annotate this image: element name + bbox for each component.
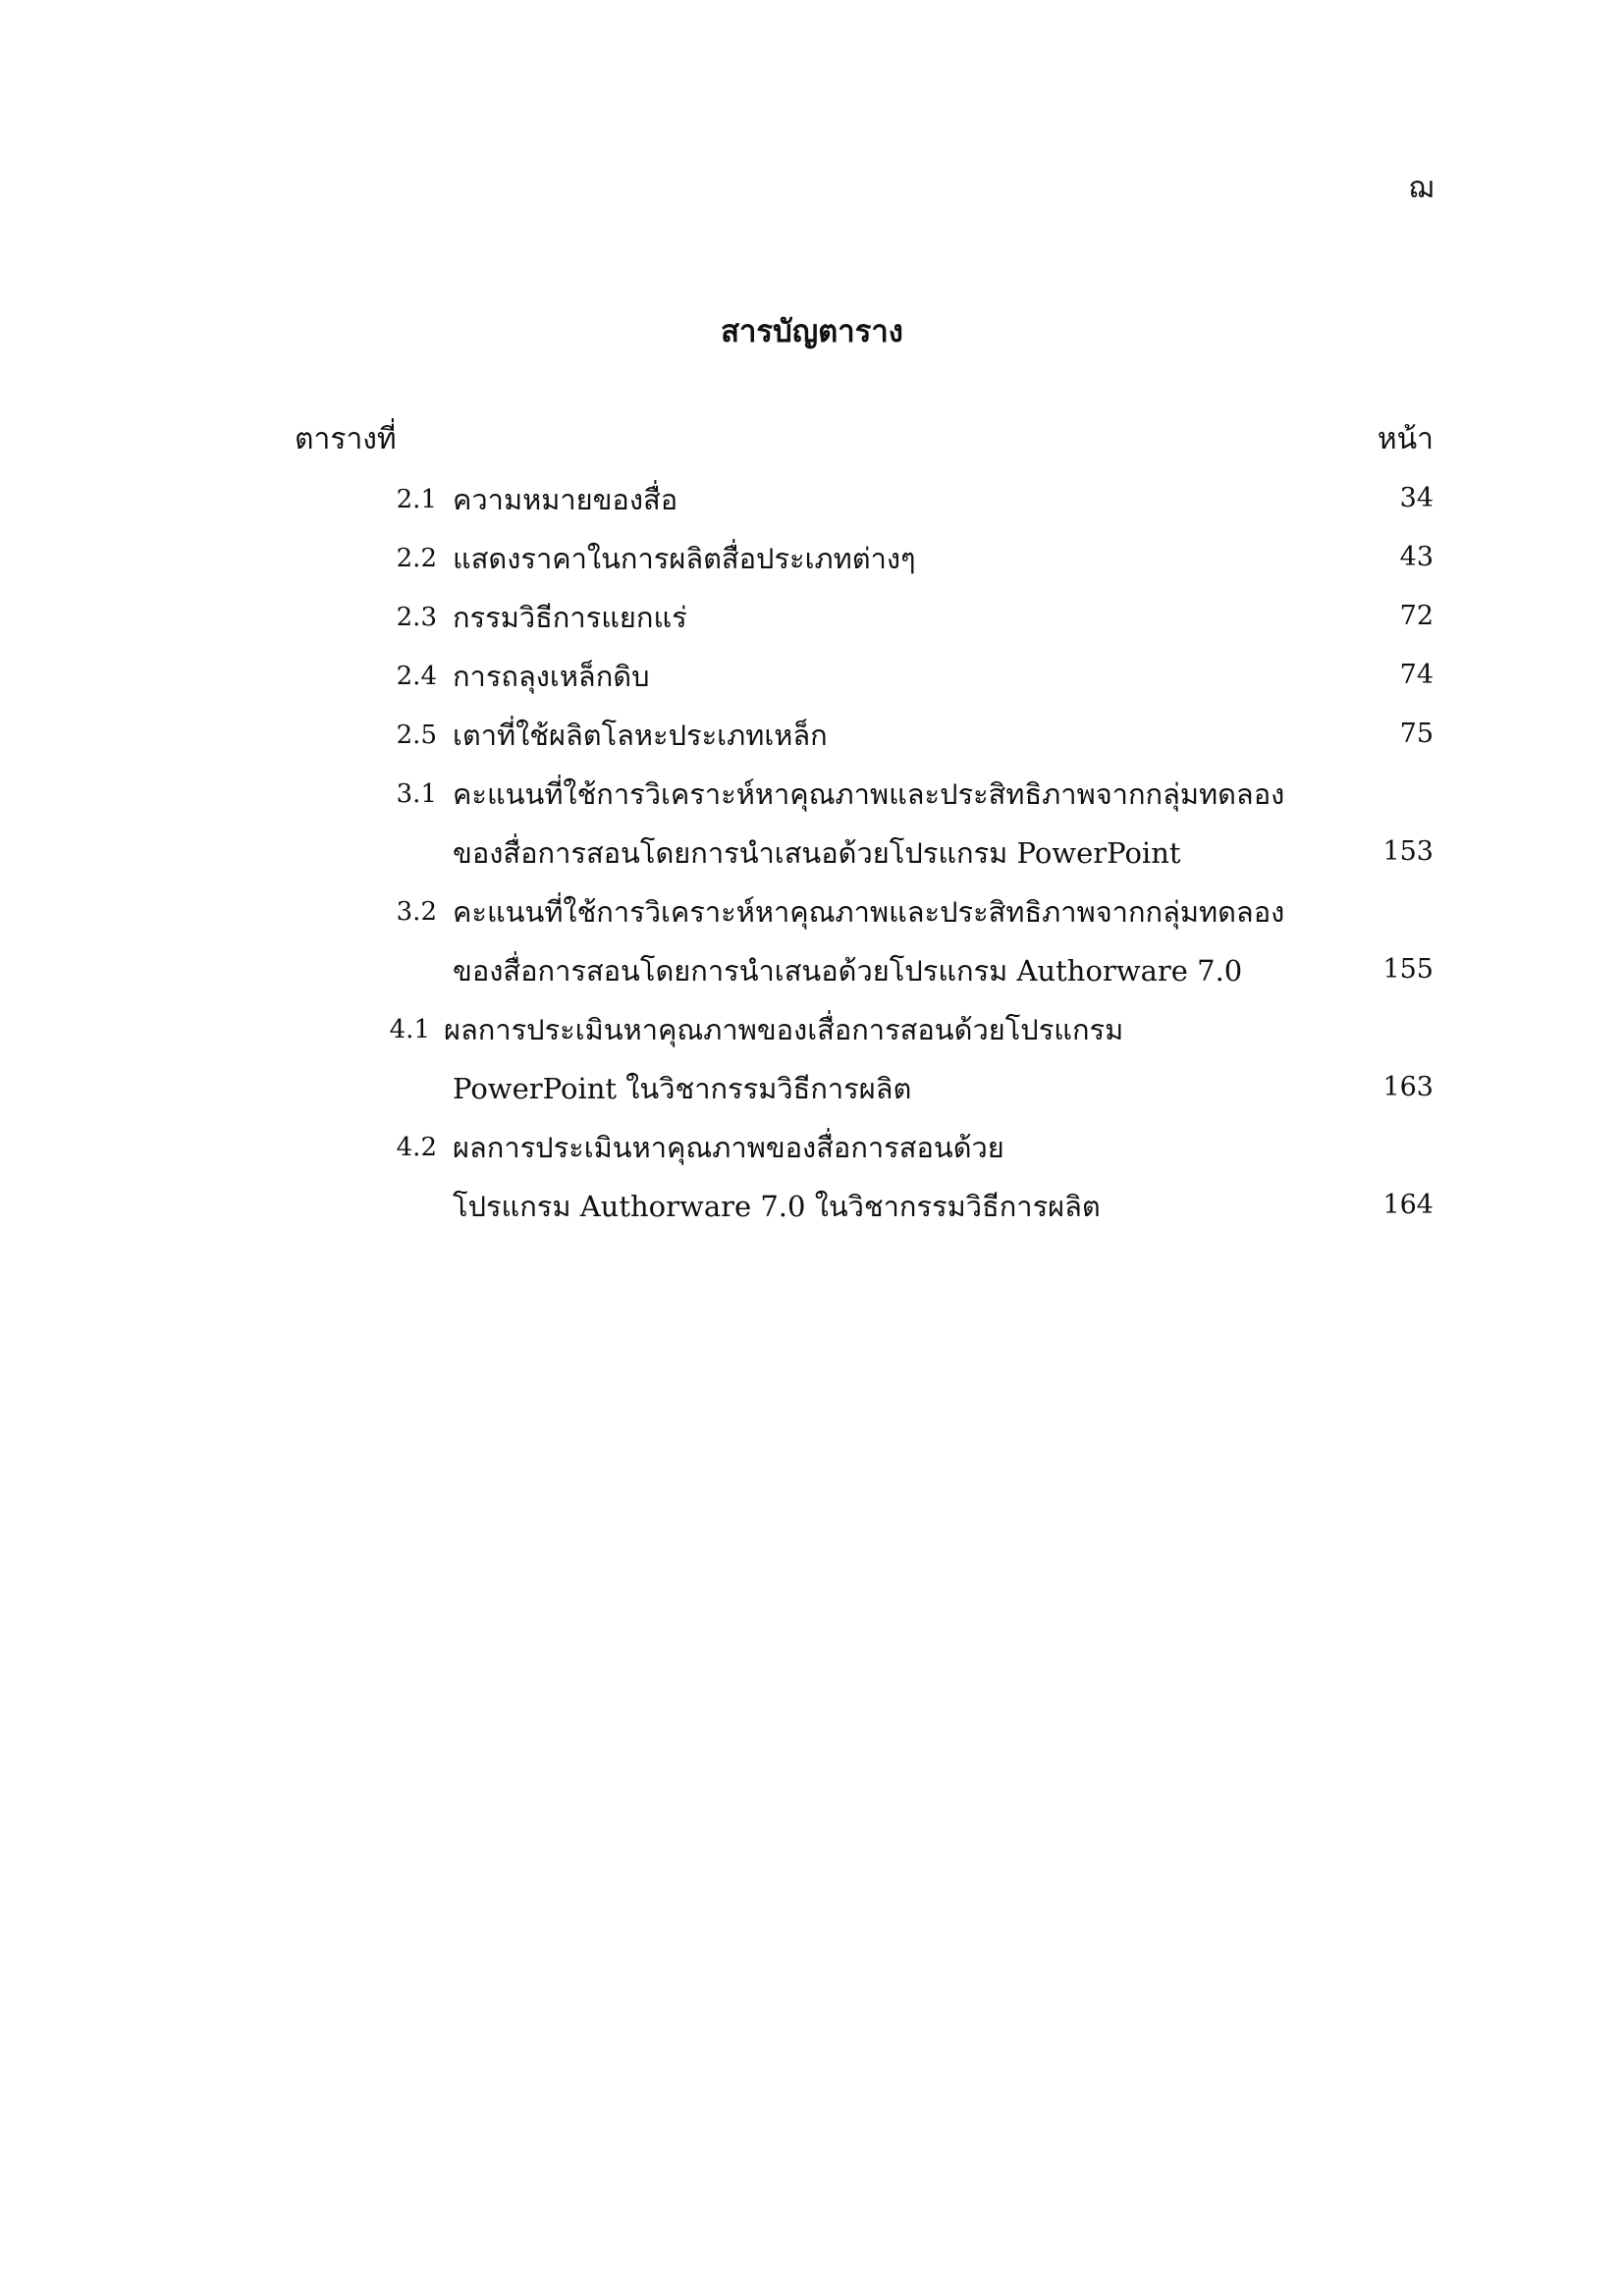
toc-entry xyxy=(0,1125,1624,1180)
toc-entry-continuation xyxy=(0,948,1624,1003)
table-number: 4.2 xyxy=(396,1133,437,1162)
table-caption-continued: ของสื่อการสอนโดยการนำเสนอด้วยโปรแกรม PowerPoint xyxy=(453,836,1181,870)
table-number: 4.1 xyxy=(389,1015,430,1044)
page-ref: 74 xyxy=(1399,660,1434,690)
table-number: 3.1 xyxy=(396,779,437,809)
page-title: สารบัญตาราง xyxy=(721,314,903,349)
table-caption: กรรมวิธีการแยกแร่ xyxy=(453,601,687,634)
toc-entry xyxy=(0,889,1624,944)
table-caption: คะแนนที่ใช้การวิเคราะห์หาคุณภาพและประสิทธิภาพจากกลุ่มทดลอง xyxy=(453,895,1285,929)
table-caption-continued: โปรแกรม Authorware 7.0 ในวิชากรรมวิธีการผลิต xyxy=(453,1190,1101,1223)
table-number: 3.2 xyxy=(396,897,437,927)
table-caption-continued: ของสื่อการสอนโดยการนำเสนอด้วยโปรแกรม Authorware 7.0 xyxy=(453,954,1243,988)
table-caption: การถลุงเหล็กดิบ xyxy=(453,660,650,693)
toc-entry xyxy=(0,595,1624,650)
table-caption: ผลการประเมินหาคุณภาพของเสื่อการสอนด้วยโปรแกรม xyxy=(444,1013,1124,1046)
table-caption: คะแนนที่ใช้การวิเคราะห์หาคุณภาพและประสิทธิภาพจากกลุ่มทดลอง xyxy=(453,777,1285,811)
table-number: 2.1 xyxy=(396,485,437,514)
page-ref: 164 xyxy=(1382,1190,1434,1220)
toc-entry-continuation xyxy=(0,1184,1624,1239)
page-ref: 34 xyxy=(1399,483,1434,513)
toc-entry xyxy=(0,536,1624,591)
page-ref: 75 xyxy=(1399,719,1434,749)
toc-entry-continuation xyxy=(0,1066,1624,1121)
toc-entry xyxy=(0,772,1624,827)
page-ref: 72 xyxy=(1399,601,1434,631)
table-number: 2.2 xyxy=(396,544,437,573)
table-caption: เตาที่ใช้ผลิตโลหะประเภทเหล็ก xyxy=(453,719,828,752)
table-caption-continued: PowerPoint ในวิชากรรมวิธีการผลิต xyxy=(453,1072,912,1105)
page-number: ฌ xyxy=(1408,171,1434,205)
page-ref: 43 xyxy=(1399,542,1434,572)
toc-entry xyxy=(0,477,1624,532)
table-number: 2.3 xyxy=(396,603,437,632)
toc-entry-continuation xyxy=(0,830,1624,885)
table-caption: แสดงราคาในการผลิตสื่อประเภทต่างๆ xyxy=(453,542,916,575)
toc-entry xyxy=(0,1007,1624,1062)
page-ref: 153 xyxy=(1382,836,1434,867)
page-ref: 155 xyxy=(1382,954,1434,985)
table-number: 2.4 xyxy=(396,662,437,691)
table-number-column-header: ตารางที่ xyxy=(295,422,397,456)
toc-entry xyxy=(0,713,1624,768)
table-caption: ผลการประเมินหาคุณภาพของสื่อการสอนด้วย xyxy=(453,1131,1004,1164)
table-caption: ความหมายของสื่อ xyxy=(453,483,678,516)
page-ref: 163 xyxy=(1382,1072,1434,1102)
page-column-header: หน้า xyxy=(1377,422,1434,456)
table-number: 2.5 xyxy=(396,721,437,750)
toc-entry xyxy=(0,654,1624,709)
